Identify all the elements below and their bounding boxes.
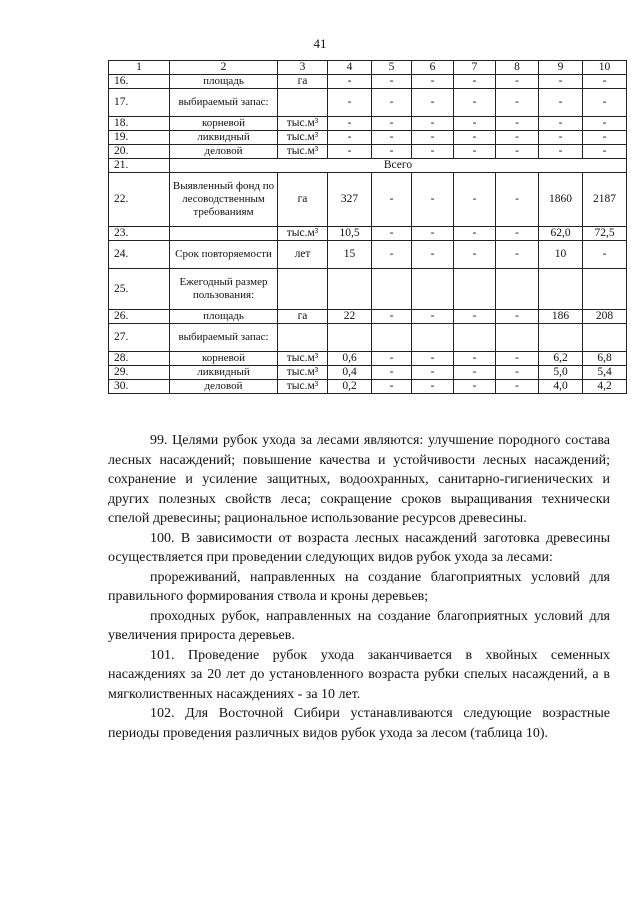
value-cell: - <box>372 131 412 145</box>
unit-cell: лет <box>278 241 328 269</box>
header-cell: 2 <box>170 61 278 75</box>
value-cell: - <box>372 241 412 269</box>
value-cell: 4,2 <box>583 380 627 394</box>
value-cell: - <box>454 241 496 269</box>
value-cell: - <box>412 89 454 117</box>
value-cell: - <box>583 131 627 145</box>
value-cell: - <box>372 380 412 394</box>
row-number: 29. <box>109 366 170 380</box>
value-cell: - <box>328 145 372 159</box>
value-cell: - <box>372 173 412 227</box>
value-cell: - <box>372 117 412 131</box>
paragraph-thinning: прореживаний, направленных на создание благоприятных условий для правильного формирования ствола и кроны деревьев; <box>108 569 610 604</box>
value-cell: - <box>454 366 496 380</box>
row-number: 25. <box>109 269 170 310</box>
data-table <box>108 60 627 394</box>
row-number: 22. <box>109 173 170 227</box>
value-cell: - <box>412 145 454 159</box>
indicator-name: ликвидный <box>170 366 278 380</box>
indicator-name: корневой <box>170 352 278 366</box>
value-cell: - <box>372 75 412 89</box>
value-cell: 10 <box>539 241 583 269</box>
unit-cell: тыс.м³ <box>278 145 328 159</box>
unit-cell <box>278 269 328 310</box>
value-cell: - <box>372 366 412 380</box>
table-header-row <box>109 61 627 75</box>
value-cell: - <box>496 352 539 366</box>
table-row <box>109 366 627 380</box>
row-number: 26. <box>109 310 170 324</box>
row-number: 19. <box>109 131 170 145</box>
table-row <box>109 131 627 145</box>
value-cell: 22 <box>328 310 372 324</box>
value-cell: - <box>454 75 496 89</box>
header-cell: 10 <box>583 61 627 75</box>
value-cell: - <box>496 227 539 241</box>
value-cell: 0,2 <box>328 380 372 394</box>
table-row <box>109 324 627 352</box>
indicator-name: Ежегодный размер пользования: <box>170 269 278 310</box>
value-cell: - <box>454 380 496 394</box>
value-cell <box>372 269 412 310</box>
unit-cell: тыс.м³ <box>278 352 328 366</box>
table-row <box>109 89 627 117</box>
value-cell: 5,4 <box>583 366 627 380</box>
row-number: 20. <box>109 145 170 159</box>
value-cell <box>328 269 372 310</box>
value-cell: - <box>372 227 412 241</box>
table-row <box>109 227 627 241</box>
value-cell: - <box>539 145 583 159</box>
indicator-name: деловой <box>170 380 278 394</box>
value-cell: - <box>454 352 496 366</box>
value-cell <box>539 269 583 310</box>
value-cell: - <box>412 75 454 89</box>
value-cell: 10,5 <box>328 227 372 241</box>
value-cell: - <box>372 310 412 324</box>
value-cell: 186 <box>539 310 583 324</box>
value-cell: - <box>412 310 454 324</box>
value-cell: - <box>496 380 539 394</box>
value-cell: - <box>328 131 372 145</box>
value-cell <box>372 324 412 352</box>
indicator-name: деловой <box>170 145 278 159</box>
value-cell: - <box>412 352 454 366</box>
value-cell <box>328 324 372 352</box>
row-number: 30. <box>109 380 170 394</box>
row-number: 28. <box>109 352 170 366</box>
value-cell: - <box>539 89 583 117</box>
value-cell: - <box>496 117 539 131</box>
indicator-name: Выявленный фонд по лесоводственным требованиям <box>170 173 278 227</box>
value-cell: - <box>328 75 372 89</box>
indicator-name: выбираемый запас: <box>170 324 278 352</box>
value-cell <box>496 269 539 310</box>
value-cell: 0,6 <box>328 352 372 366</box>
paragraph-101: 101. Проведение рубок ухода заканчивается в хвойных семенных насаждениях за 20 лет до установленного возраста рубки спелых насаждений, а в мягколиственных насаждениях - за 10 лет. <box>108 647 610 702</box>
value-cell: - <box>583 241 627 269</box>
value-cell: - <box>328 89 372 117</box>
header-cell: 7 <box>454 61 496 75</box>
unit-cell: тыс.м³ <box>278 131 328 145</box>
row-number: 23. <box>109 227 170 241</box>
value-cell: - <box>454 145 496 159</box>
row-number: 18. <box>109 117 170 131</box>
indicator-name: ликвидный <box>170 131 278 145</box>
indicator-name: площадь <box>170 310 278 324</box>
value-cell: 327 <box>328 173 372 227</box>
value-cell: - <box>496 145 539 159</box>
value-cell <box>583 269 627 310</box>
value-cell: 5,0 <box>539 366 583 380</box>
value-cell <box>496 324 539 352</box>
table-row <box>109 145 627 159</box>
unit-cell <box>278 89 328 117</box>
paragraph-99: 99. Целями рубок ухода за лесами являются: улучшение породного состава лесных насаждений; повышение качества и устойчивости лесных насаждений; сохранение и усиление защитных, водоохранных, санитарно-гигиенических и других полезных свойств леса; сокращение сроков выращивания технически спелой древесины; рациональное использование ресурсов древесины. <box>108 433 610 526</box>
value-cell <box>539 324 583 352</box>
row-number: 24. <box>109 241 170 269</box>
value-cell: - <box>454 117 496 131</box>
value-cell: 208 <box>583 310 627 324</box>
header-cell: 6 <box>412 61 454 75</box>
value-cell: - <box>412 366 454 380</box>
value-cell: - <box>539 131 583 145</box>
value-cell: - <box>412 227 454 241</box>
value-cell: - <box>412 173 454 227</box>
value-cell: - <box>412 117 454 131</box>
unit-cell: тыс.м³ <box>278 366 328 380</box>
value-cell: - <box>496 75 539 89</box>
total-label: Всего <box>170 159 627 173</box>
row-number: 27. <box>109 324 170 352</box>
value-cell: 1860 <box>539 173 583 227</box>
table-row <box>109 75 627 89</box>
value-cell: - <box>496 89 539 117</box>
value-cell: - <box>454 131 496 145</box>
indicator-name <box>170 227 278 241</box>
value-cell: 2187 <box>583 173 627 227</box>
value-cell: - <box>328 117 372 131</box>
value-cell: 0,4 <box>328 366 372 380</box>
value-cell: - <box>583 89 627 117</box>
value-cell: - <box>454 173 496 227</box>
value-cell: - <box>496 173 539 227</box>
value-cell <box>583 324 627 352</box>
value-cell: - <box>496 131 539 145</box>
value-cell: - <box>454 89 496 117</box>
table-row <box>109 173 627 227</box>
value-cell: - <box>583 145 627 159</box>
value-cell: 15 <box>328 241 372 269</box>
value-cell: - <box>412 380 454 394</box>
table-row <box>109 117 627 131</box>
value-cell: - <box>496 310 539 324</box>
header-cell: 4 <box>328 61 372 75</box>
value-cell <box>454 269 496 310</box>
indicator-name: выбираемый запас: <box>170 89 278 117</box>
value-cell: - <box>496 366 539 380</box>
paragraph-102: 102. Для Восточной Сибири устанавливаются следующие возрастные периоды проведения различных видов рубок ухода за лесом (таблица 10). <box>108 706 610 741</box>
unit-cell: тыс.м³ <box>278 117 328 131</box>
page-number: 41 <box>313 36 327 51</box>
value-cell: - <box>583 75 627 89</box>
table-row <box>109 352 627 366</box>
indicator-name: площадь <box>170 75 278 89</box>
value-cell: - <box>412 241 454 269</box>
unit-cell: тыс.м³ <box>278 380 328 394</box>
row-number: 17. <box>109 89 170 117</box>
table-row <box>109 159 627 173</box>
value-cell: - <box>372 352 412 366</box>
header-cell: 3 <box>278 61 328 75</box>
value-cell: - <box>454 227 496 241</box>
unit-cell: га <box>278 173 328 227</box>
header-cell: 9 <box>539 61 583 75</box>
indicator-name: Срок повторяемости <box>170 241 278 269</box>
value-cell: - <box>454 310 496 324</box>
value-cell: 6,8 <box>583 352 627 366</box>
value-cell: - <box>372 145 412 159</box>
value-cell: 62,0 <box>539 227 583 241</box>
body-text <box>108 431 610 743</box>
value-cell: 6,2 <box>539 352 583 366</box>
header-cell: 1 <box>109 61 170 75</box>
unit-cell <box>278 324 328 352</box>
unit-cell: тыс.м³ <box>278 227 328 241</box>
value-cell: - <box>539 117 583 131</box>
row-number: 16. <box>109 75 170 89</box>
unit-cell: га <box>278 310 328 324</box>
value-cell: 4,0 <box>539 380 583 394</box>
paragraph-passage-cutting: проходных рубок, направленных на создание благоприятных условий для увеличения прироста деревьев. <box>108 608 610 643</box>
header-cell: 8 <box>496 61 539 75</box>
value-cell: - <box>539 75 583 89</box>
table-row <box>109 310 627 324</box>
table-row <box>109 380 627 394</box>
unit-cell: га <box>278 75 328 89</box>
value-cell <box>454 324 496 352</box>
indicator-name: корневой <box>170 117 278 131</box>
value-cell: - <box>372 89 412 117</box>
row-number: 21. <box>109 159 170 173</box>
header-cell: 5 <box>372 61 412 75</box>
value-cell: - <box>412 131 454 145</box>
value-cell: 72,5 <box>583 227 627 241</box>
value-cell: - <box>583 117 627 131</box>
value-cell <box>412 324 454 352</box>
table-row <box>109 269 627 310</box>
value-cell: - <box>496 241 539 269</box>
paragraph-100: 100. В зависимости от возраста лесных насаждений заготовка древесины осуществляется при проведении следующих видов рубок ухода за лесами: <box>108 530 610 565</box>
table-row <box>109 241 627 269</box>
value-cell <box>412 269 454 310</box>
